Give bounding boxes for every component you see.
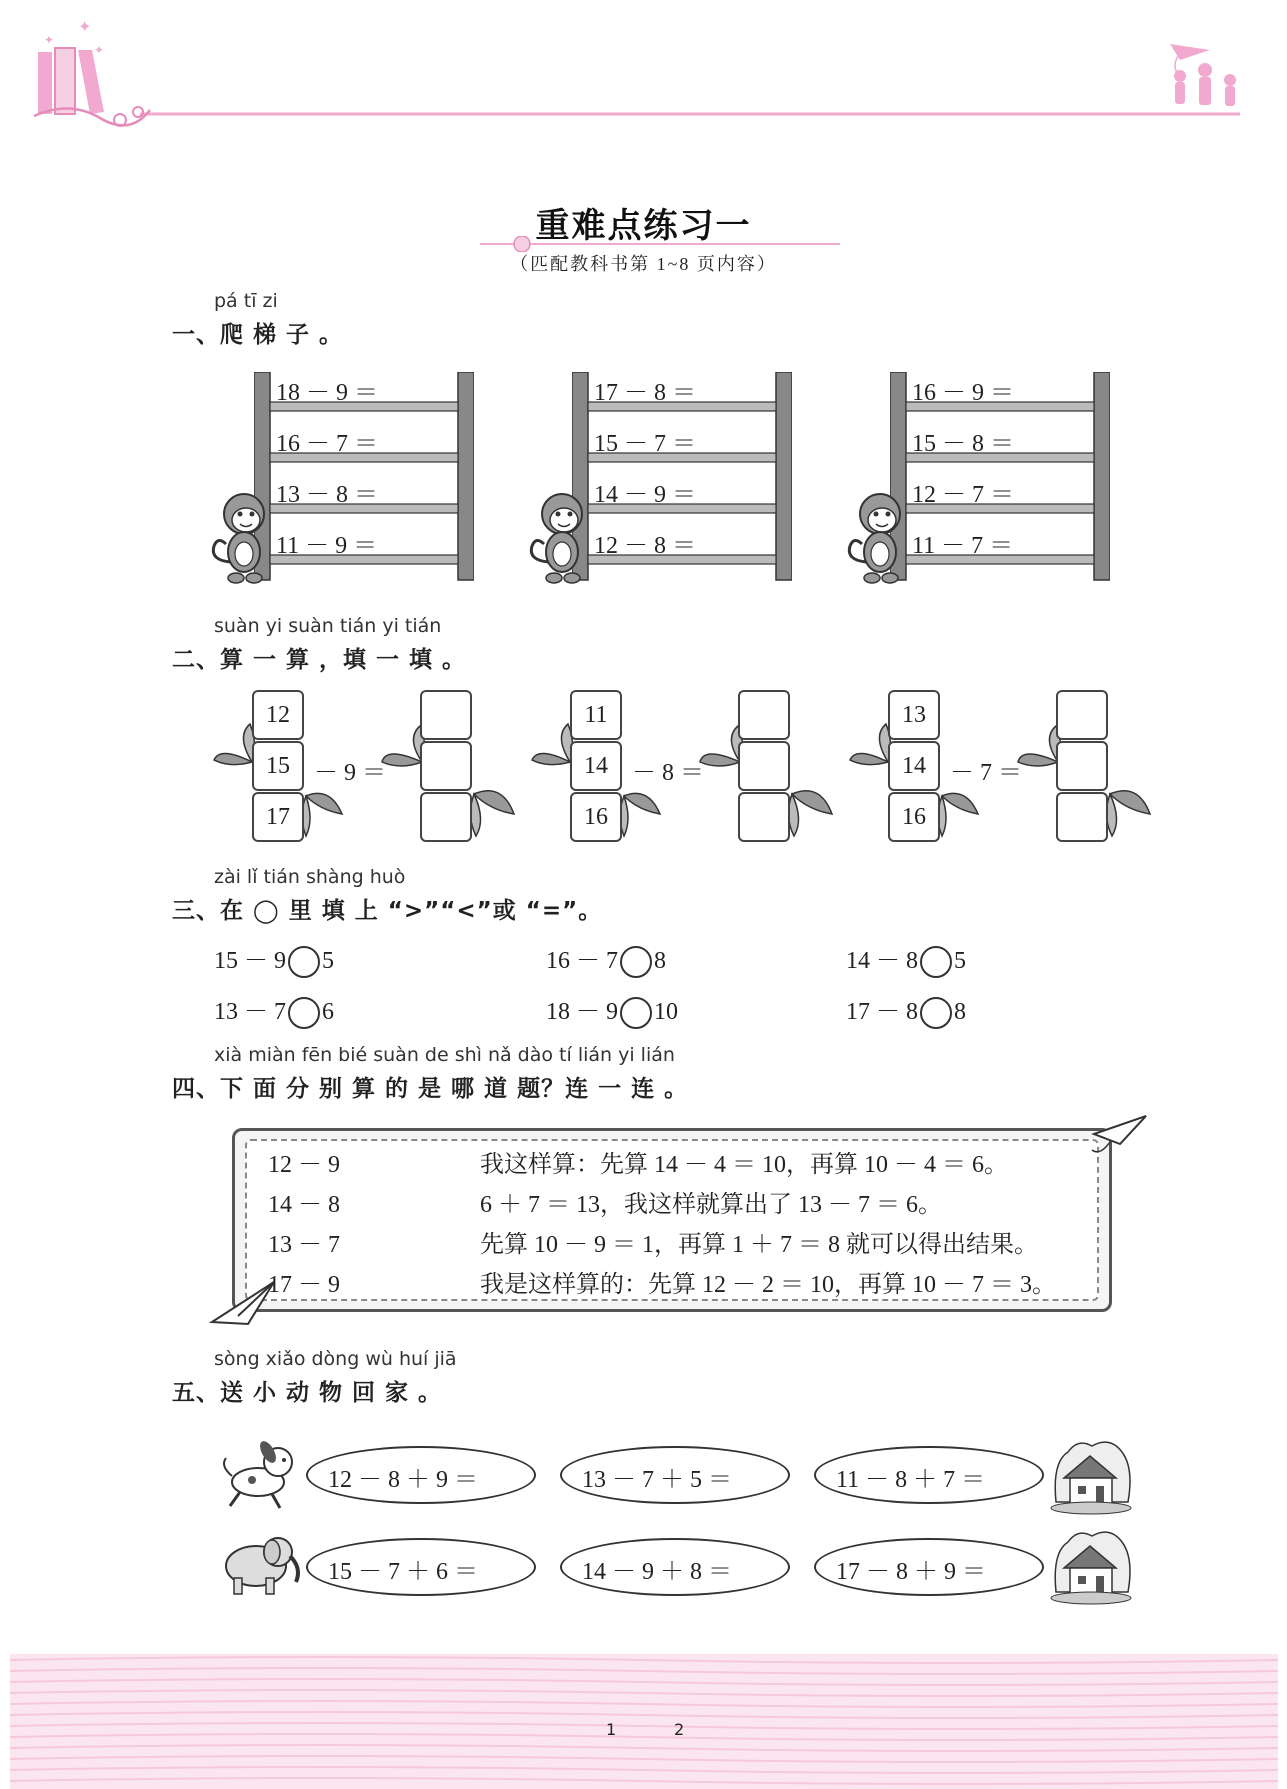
bamboo-answer-segment[interactable] bbox=[420, 741, 472, 791]
children-kite-icon bbox=[1170, 44, 1236, 106]
animal-expression-bubble[interactable] bbox=[560, 1538, 790, 1596]
section-4-heading: 四、下 面 分 别 算 的 是 哪 道 题？连 一 连 。 bbox=[172, 1076, 689, 1102]
compare-circle[interactable] bbox=[620, 946, 652, 978]
ladder-rung-equation: 11 － 9 ＝ bbox=[276, 533, 378, 559]
ladder-rung-equation: 12 － 8 ＝ bbox=[594, 533, 696, 559]
footer-stripes bbox=[10, 1654, 1278, 1789]
paper-plane-small-icon bbox=[1090, 1110, 1150, 1160]
bamboo-answer-segment[interactable] bbox=[1056, 792, 1108, 842]
bamboo-number: 13 bbox=[902, 702, 926, 728]
section-4-pinyin: xià miàn fēn bié suàn de shì nǎ dào tí lián yi lián bbox=[214, 1044, 675, 1066]
compare-circle[interactable] bbox=[620, 997, 652, 1029]
ladder-rung-equation: 18 － 9 ＝ bbox=[276, 380, 378, 406]
bamboo-answer-segment[interactable] bbox=[738, 741, 790, 791]
animal-expression-bubble[interactable] bbox=[814, 1538, 1044, 1596]
compare-left: 16 － 7 bbox=[546, 948, 618, 974]
compare-left: 17 － 8 bbox=[846, 999, 918, 1025]
compare-right: 10 bbox=[654, 999, 678, 1025]
compare-item bbox=[546, 991, 678, 1029]
animal-expression: 14 － 9 ＋ 8 ＝ bbox=[582, 1559, 732, 1585]
bamboo-number: 16 bbox=[902, 804, 926, 830]
bamboo-answer-segment[interactable] bbox=[738, 792, 790, 842]
section-2-pinyin: suàn yi suàn tián yi tián bbox=[214, 615, 442, 637]
compare-item bbox=[214, 991, 334, 1029]
animal-expression: 12 － 8 ＋ 9 ＝ bbox=[328, 1467, 478, 1493]
compare-circle[interactable] bbox=[288, 946, 320, 978]
house-icon-2 bbox=[1048, 1522, 1134, 1606]
bamboo-segment bbox=[888, 741, 940, 791]
bamboo-segment bbox=[252, 792, 304, 842]
bamboo-segment bbox=[888, 690, 940, 740]
page-subtitle: （匹配教科书第 1~8 页内容） bbox=[510, 254, 777, 274]
compare-item bbox=[846, 991, 966, 1029]
ladder-rung-equation: 16 － 9 ＝ bbox=[912, 380, 1014, 406]
match-question[interactable]: 13 － 7 bbox=[268, 1232, 340, 1258]
compare-circle[interactable] bbox=[920, 946, 952, 978]
bamboo-segment bbox=[888, 792, 940, 842]
bamboo-segment bbox=[252, 690, 304, 740]
animal-expression: 17 － 8 ＋ 9 ＝ bbox=[836, 1559, 986, 1585]
elephant-icon bbox=[216, 1528, 306, 1598]
bamboo-segment bbox=[570, 741, 622, 791]
section-3-pinyin: zài lǐ tián shàng huò bbox=[214, 866, 406, 888]
ladder-1 bbox=[254, 372, 474, 582]
section-5-heading: 五、送 小 动 物 回 家 。 bbox=[172, 1380, 443, 1406]
bamboo-number: 17 bbox=[266, 804, 290, 830]
bamboo-segment bbox=[252, 741, 304, 791]
ladder-rung-equation: 16 － 7 ＝ bbox=[276, 431, 378, 457]
bamboo-answer-segment[interactable] bbox=[420, 792, 472, 842]
ladder-2 bbox=[572, 372, 792, 582]
ladder-rung-equation: 17 － 8 ＝ bbox=[594, 380, 696, 406]
compare-item bbox=[214, 940, 334, 978]
compare-left: 13 － 7 bbox=[214, 999, 286, 1025]
match-method[interactable]: 6 ＋ 7 ＝ 13，我这样就算出了 13 － 7 ＝ 6。 bbox=[480, 1192, 942, 1218]
ladder-3 bbox=[890, 372, 1110, 582]
ladder-rung-equation: 15 － 8 ＝ bbox=[912, 431, 1014, 457]
dog-icon bbox=[216, 1436, 304, 1512]
match-method[interactable]: 我是这样算的：先算 12 － 2 ＝ 10，再算 10 － 7 ＝ 3。 bbox=[480, 1272, 1056, 1298]
svg-text:✦: ✦ bbox=[94, 43, 105, 57]
animal-expression: 13 － 7 ＋ 5 ＝ bbox=[582, 1467, 732, 1493]
compare-left: 15 － 9 bbox=[214, 948, 286, 974]
match-question[interactable]: 12 － 9 bbox=[268, 1152, 340, 1178]
bamboo-number: 11 bbox=[584, 702, 608, 728]
animal-expression-bubble[interactable] bbox=[306, 1538, 536, 1596]
compare-left: 14 － 8 bbox=[846, 948, 918, 974]
bamboo-number: 16 bbox=[584, 804, 608, 830]
section-5-pinyin: sòng xiǎo dòng wù huí jiā bbox=[214, 1348, 457, 1370]
bamboo-operation: － 7 ＝ bbox=[950, 760, 1022, 786]
ladder-rung-equation: 12 － 7 ＝ bbox=[912, 482, 1014, 508]
compare-circle[interactable] bbox=[288, 997, 320, 1029]
compare-right: 8 bbox=[654, 948, 666, 974]
bamboo-number: 15 bbox=[266, 753, 290, 779]
compare-right: 8 bbox=[954, 999, 966, 1025]
svg-text:✦: ✦ bbox=[44, 33, 55, 47]
match-question[interactable]: 14 － 8 bbox=[268, 1192, 340, 1218]
monkey-icon bbox=[844, 490, 910, 586]
bamboo-segment bbox=[570, 792, 622, 842]
house-icon bbox=[1048, 1432, 1134, 1516]
ladder-rung-equation: 15 － 7 ＝ bbox=[594, 431, 696, 457]
animal-expression-bubble[interactable] bbox=[306, 1446, 536, 1504]
match-question[interactable]: 17 － 9 bbox=[268, 1272, 340, 1298]
compare-right: 5 bbox=[954, 948, 966, 974]
ladder-rung-equation: 13 － 8 ＝ bbox=[276, 482, 378, 508]
page-number-right: 2 bbox=[674, 1720, 685, 1739]
compare-right: 6 bbox=[322, 999, 334, 1025]
compare-right: 5 bbox=[322, 948, 334, 974]
bamboo-segment bbox=[570, 690, 622, 740]
match-method[interactable]: 先算 10 － 9 ＝ 1，再算 1 ＋ 7 ＝ 8 就可以得出结果。 bbox=[480, 1232, 1038, 1258]
svg-text:✦: ✦ bbox=[78, 17, 92, 36]
bamboo-operation: － 8 ＝ bbox=[632, 760, 704, 786]
ladder-rung-equation: 14 － 9 ＝ bbox=[594, 482, 696, 508]
bamboo-number: 12 bbox=[266, 702, 290, 728]
books-logo-icon bbox=[34, 17, 150, 126]
page-title: 重难点练习一 bbox=[535, 206, 752, 246]
bamboo-operation: － 9 ＝ bbox=[314, 760, 386, 786]
section-2-heading: 二、算 一 算 ，填 一 填 。 bbox=[172, 647, 467, 673]
section-1-pinyin: pá tī zi bbox=[214, 290, 278, 312]
header-decoration bbox=[0, 0, 1287, 140]
ladder-rung-equation: 11 － 7 ＝ bbox=[912, 533, 1014, 559]
match-method[interactable]: 我这样算：先算 14 － 4 ＝ 10，再算 10 － 4 ＝ 6。 bbox=[480, 1152, 1008, 1178]
compare-item bbox=[846, 940, 966, 978]
animal-expression: 15 － 7 ＋ 6 ＝ bbox=[328, 1559, 478, 1585]
section-3-heading: 三、在 ◯ 里 填 上 “>”“<”或 “=”。 bbox=[172, 898, 603, 924]
bamboo-answer-segment[interactable] bbox=[1056, 690, 1108, 740]
page-number-left: 1 bbox=[606, 1720, 617, 1739]
compare-left: 18 － 9 bbox=[546, 999, 618, 1025]
bamboo-number: 14 bbox=[584, 753, 608, 779]
monkey-icon bbox=[208, 490, 274, 586]
animal-expression-bubble[interactable] bbox=[560, 1446, 790, 1504]
section-1-heading: 一、爬 梯 子 。 bbox=[172, 322, 344, 348]
animal-expression: 11 － 8 ＋ 7 ＝ bbox=[836, 1467, 986, 1493]
bamboo-answer-segment[interactable] bbox=[738, 690, 790, 740]
bamboo-answer-segment[interactable] bbox=[420, 690, 472, 740]
monkey-icon bbox=[526, 490, 592, 586]
bamboo-answer-segment[interactable] bbox=[1056, 741, 1108, 791]
animal-expression-bubble[interactable] bbox=[814, 1446, 1044, 1504]
compare-item bbox=[546, 940, 666, 978]
bamboo-number: 14 bbox=[902, 753, 926, 779]
compare-circle[interactable] bbox=[920, 997, 952, 1029]
